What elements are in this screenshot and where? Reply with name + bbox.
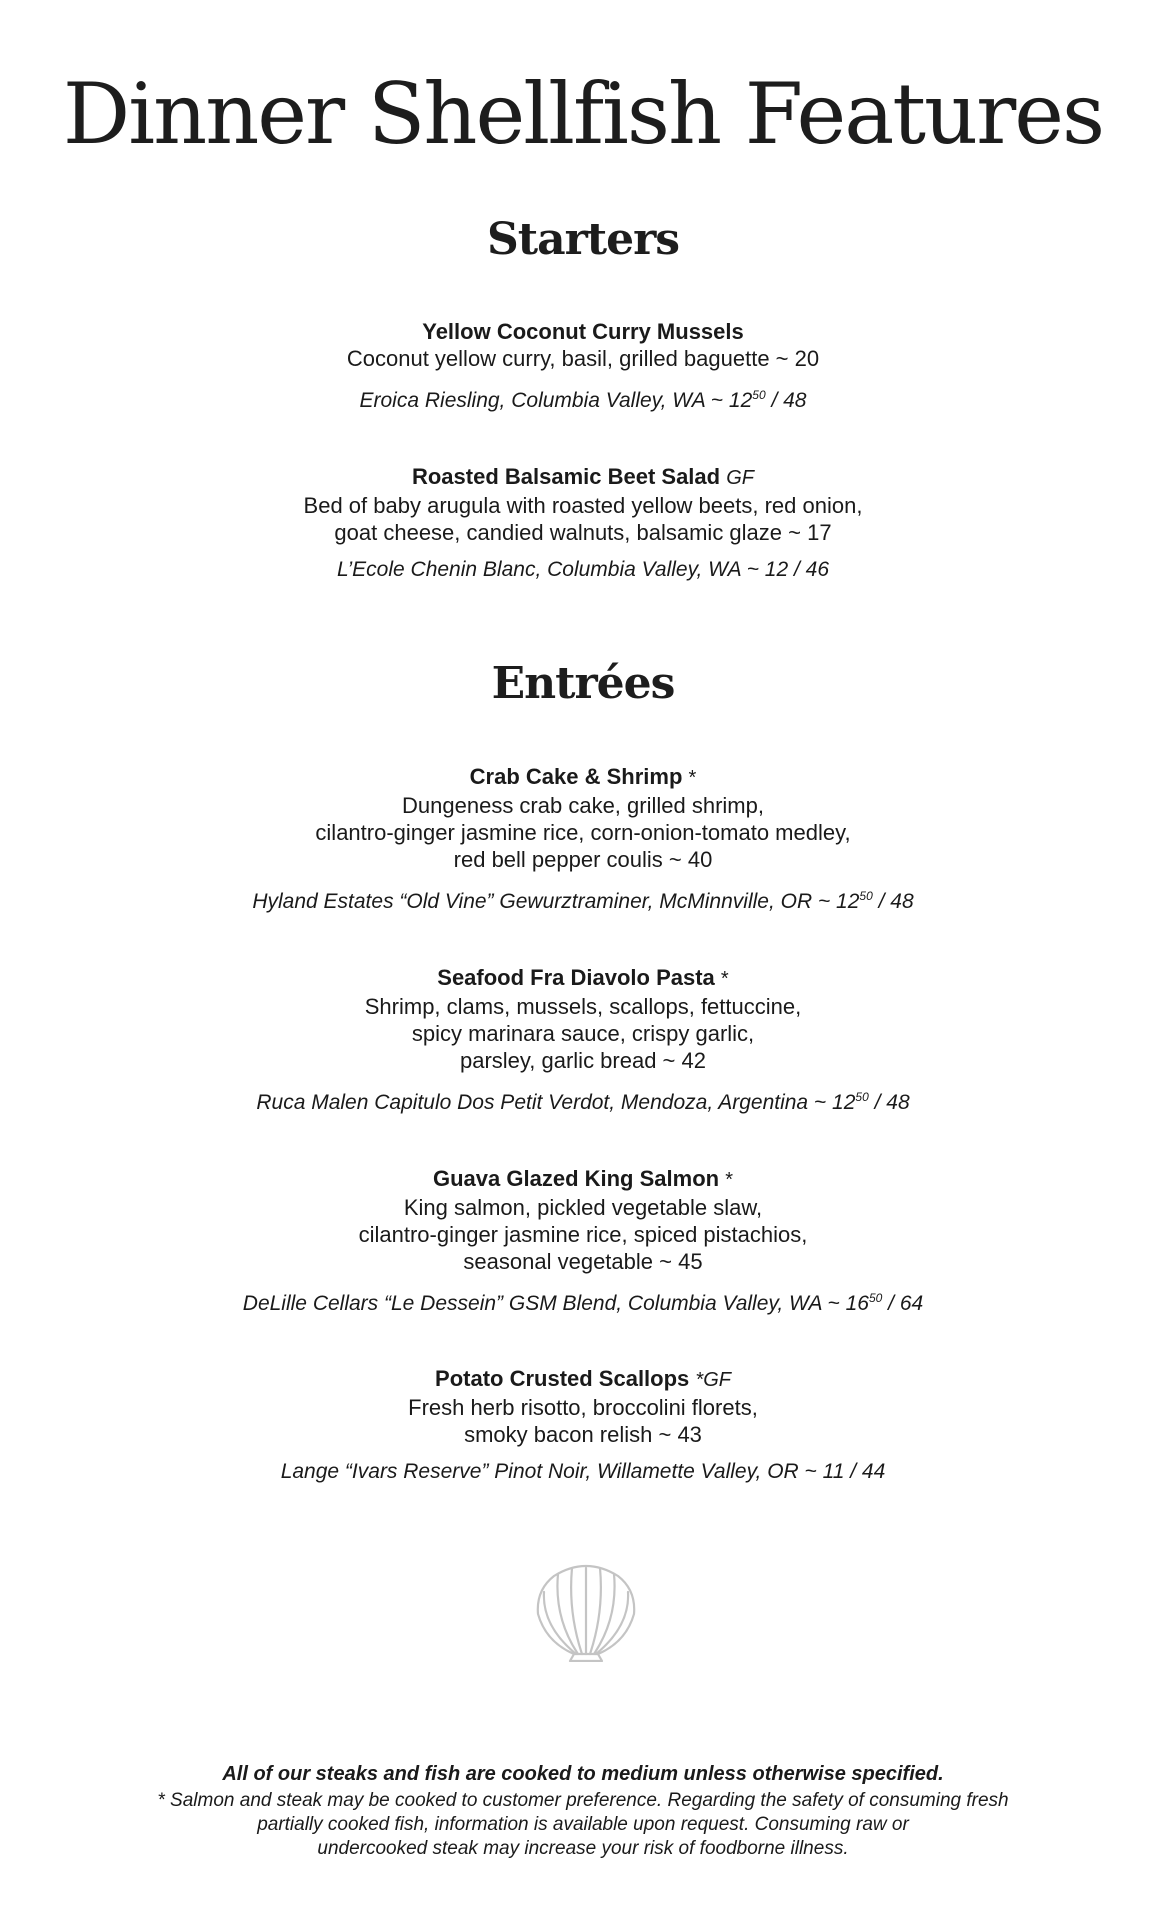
menu-item-coconut-curry-mussels	[0, 318, 1166, 414]
item-name: Crab Cake & Shrimp	[469, 764, 683, 789]
wine-pairing: Eroica Riesling, Columbia Valley, WA ~ $12^{50} / 48$	[359, 388, 807, 412]
disclaimer-line: undercooked steak may increase your risk of foodborne illness.	[317, 1838, 849, 1859]
preference-asterisk: *	[725, 1169, 733, 1191]
menu-item-potato-crusted-scallops	[0, 1365, 1166, 1485]
cooking-note: All of our steaks and fish are cooked to medium unless otherwise specified.	[222, 1763, 944, 1785]
item-description: red bell pepper coulis ~ 40	[453, 847, 713, 872]
page-title: Dinner Shellfish Features	[62, 65, 1104, 163]
item-description: Dungeness crab cake, grilled shrimp,	[402, 793, 764, 818]
gluten-free-tag: GF	[726, 467, 755, 489]
wine-pairing: L’Ecole Chenin Blanc, Columbia Valley, WA ~ 12 / 46	[336, 558, 830, 581]
item-description: seasonal vegetable ~ 45	[463, 1249, 703, 1274]
starters-heading: Starters	[486, 214, 680, 265]
item-description: goat cheese, candied walnuts, balsamic glaze ~ 17	[334, 520, 832, 545]
item-name: Yellow Coconut Curry Mussels	[422, 319, 744, 344]
wine-pairing: Lange “Ivars Reserve” Pinot Noir, Willamette Valley, OR ~ 11 / 44	[280, 1460, 886, 1483]
item-name: Roasted Balsamic Beet Salad	[411, 464, 721, 489]
item-description: smoky bacon relish ~ 43	[464, 1422, 702, 1447]
menu-item-balsamic-beet-salad	[0, 463, 1166, 583]
item-description: Fresh herb risotto, broccolini florets,	[408, 1395, 758, 1420]
menu-item-king-salmon	[0, 1165, 1166, 1317]
item-description: King salmon, pickled vegetable slaw,	[403, 1195, 763, 1220]
disclaimer-line: * Salmon and steak may be cooked to customer preference. Regarding the safety of consuming fresh	[157, 1790, 1009, 1811]
wine-pairing: Hyland Estates “Old Vine” Gewurztraminer, McMinnville, OR ~ $12^{50} / 48$	[252, 889, 914, 913]
scallop-shell-icon	[532, 1562, 640, 1662]
preference-asterisk: *	[688, 767, 697, 789]
item-description: cilantro-ginger jasmine rice, corn-onion-tomato medley,	[315, 820, 851, 845]
entrees-heading: Entrées	[491, 658, 675, 709]
item-name: Guava Glazed King Salmon	[433, 1166, 720, 1191]
wine-pairing: Ruca Malen Capitulo Dos Petit Verdot, Mendoza, Argentina ~ $12^{50} / 48$	[256, 1090, 910, 1114]
item-description: parsley, garlic bread ~ 42	[459, 1048, 706, 1073]
menu-item-crab-cake-shrimp	[0, 763, 1166, 915]
item-description: Bed of baby arugula with roasted yellow beets, red onion,	[303, 493, 863, 518]
item-description: cilantro-ginger jasmine rice, spiced pistachios,	[358, 1222, 808, 1247]
item-name: Potato Crusted Scallops	[435, 1366, 690, 1391]
preference-gluten-free-tag: *GF	[695, 1369, 731, 1391]
preference-asterisk: *	[720, 968, 729, 990]
item-description: Coconut yellow curry, basil, grilled baguette ~ 20	[346, 346, 820, 371]
item-description: spicy marinara sauce, crispy garlic,	[411, 1021, 755, 1046]
item-name: Seafood Fra Diavolo Pasta	[437, 965, 715, 990]
item-description: Shrimp, clams, mussels, scallops, fettuccine,	[364, 994, 802, 1019]
wine-pairing: DeLille Cellars “Le Dessein” GSM Blend, Columbia Valley, WA ~ $16^{50} / 64$	[242, 1291, 924, 1315]
footer-disclaimer	[0, 1762, 1166, 1861]
menu-item-fra-diavolo-pasta	[0, 964, 1166, 1116]
disclaimer-line: partially cooked fish, information is available upon request. Consuming raw or	[257, 1814, 909, 1835]
